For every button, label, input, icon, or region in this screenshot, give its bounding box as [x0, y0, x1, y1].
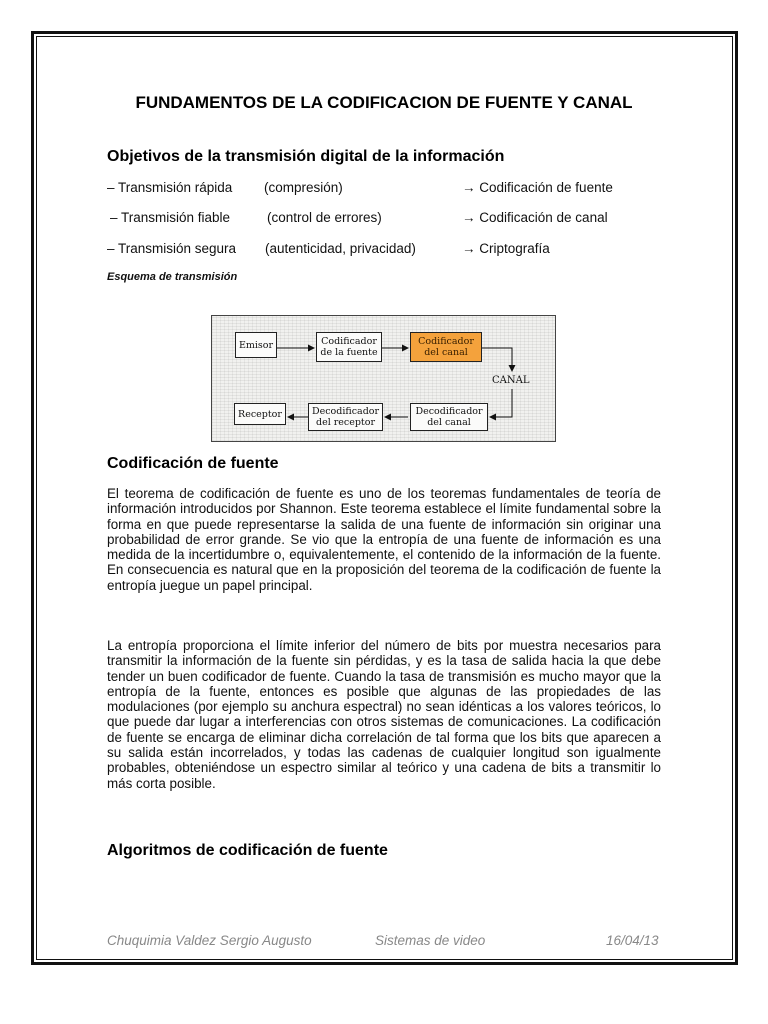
- codificador-canal-label-1: Codificador: [418, 336, 474, 347]
- objective-item: – Transmisión rápida: [107, 180, 233, 195]
- decodificador-receptor-label-1: Decodificador: [311, 406, 380, 417]
- objective-row: [107, 241, 667, 257]
- objective-item: – Transmisión fiable: [110, 210, 231, 225]
- decodificador-receptor-label-2: del receptor: [315, 417, 376, 428]
- decodificador-canal-label-2: del canal: [427, 417, 471, 428]
- codificador-fuente-label-2: de la fuente: [320, 347, 378, 358]
- emisor-block: [235, 332, 277, 358]
- footer-date: 16/04/13: [606, 933, 659, 948]
- arrow-canal-to-decodificador: [490, 389, 512, 417]
- codificador-fuente-block: [316, 332, 382, 362]
- receptor-block: [234, 403, 286, 425]
- algorithms-heading: Algoritmos de codificación de fuente: [107, 842, 388, 859]
- canal-label: CANAL: [492, 375, 530, 386]
- objective-item: – Transmisión segura: [107, 241, 237, 256]
- decodificador-canal-label-1: Decodificador: [415, 406, 483, 417]
- emisor-label: Emisor: [238, 339, 274, 351]
- source-coding-paragraph-2: La entropía proporciona el límite inferior del número de bits por muestra necesarios para transmitir la información de la fuente sin pérdidas, y es la tasa de salida hacia la que debe tender un buen codificador de fuente. Cuando la tasa de transmisión es mucho mayor que la entropía de la fuente, entonces es posible que algunas de las propiedades de las modulaciones (por ejemplo su anchura espectral) no sean idénticas a los valores teóricos, lo que puede dar lugar a interferencias con otros sistemas de comunicaciones. La codificación de fuente se encarga de eliminar dicha correlación de tal forma que los bits que aparecen a su salida están incorrelados, y todas las cadenas de cualquier longitud son igualmente probables, obteniéndose un espectro similar al teórico y una cadena de bits a transmitir lo más corta posible.: [107, 638, 661, 791]
- objective-detail: (control de errores): [267, 210, 382, 225]
- document-title: FUNDAMENTOS DE LA CODIFICACION DE FUENTE Y CANAL: [135, 93, 633, 112]
- source-coding-heading: Codificación de fuente: [107, 455, 279, 472]
- decodificador-receptor-block: [308, 403, 383, 431]
- transmission-scheme-diagram: [211, 315, 556, 442]
- objective-result: → Criptografía: [462, 241, 550, 256]
- objective-result: → Codificación de fuente: [462, 180, 613, 195]
- arrow-to-canal: [482, 348, 512, 371]
- receptor-label: Receptor: [238, 408, 282, 420]
- objective-row: [107, 210, 667, 226]
- objective-detail: (autenticidad, privacidad): [265, 241, 416, 256]
- objective-row: [107, 180, 667, 196]
- objective-detail: (compresión): [264, 180, 343, 195]
- objective-result: → Codificación de canal: [462, 210, 608, 225]
- footer-course: Sistemas de video: [375, 933, 486, 948]
- scheme-caption: Esquema de transmisión: [107, 271, 238, 283]
- codificador-canal-label-2: del canal: [424, 347, 468, 358]
- footer-author: Chuquimia Valdez Sergio Augusto: [107, 933, 312, 948]
- codificador-fuente-label-1: Codificador: [321, 336, 377, 347]
- codificador-canal-block: [410, 332, 482, 362]
- decodificador-canal-block: [410, 403, 488, 431]
- source-coding-paragraph-1: El teorema de codificación de fuente es uno de los teoremas fundamentales de teoría de información introducidos por Shannon. Este teorema establece el límite fundamental sobre la forma en que puede representarse la salida de una fuente de información sin originar una probabilidad de error grande. Se vio que la entropía de una fuente de información es una medida de la incertidumbre o, equivalentemente, el contenido de la información de la fuente. En consecuencia es natural que en la proposición del teorema de la codificación de fuente la entropía juegue un papel principal.: [107, 486, 661, 593]
- objectives-heading: Objetivos de la transmisión digital de la información: [107, 148, 505, 165]
